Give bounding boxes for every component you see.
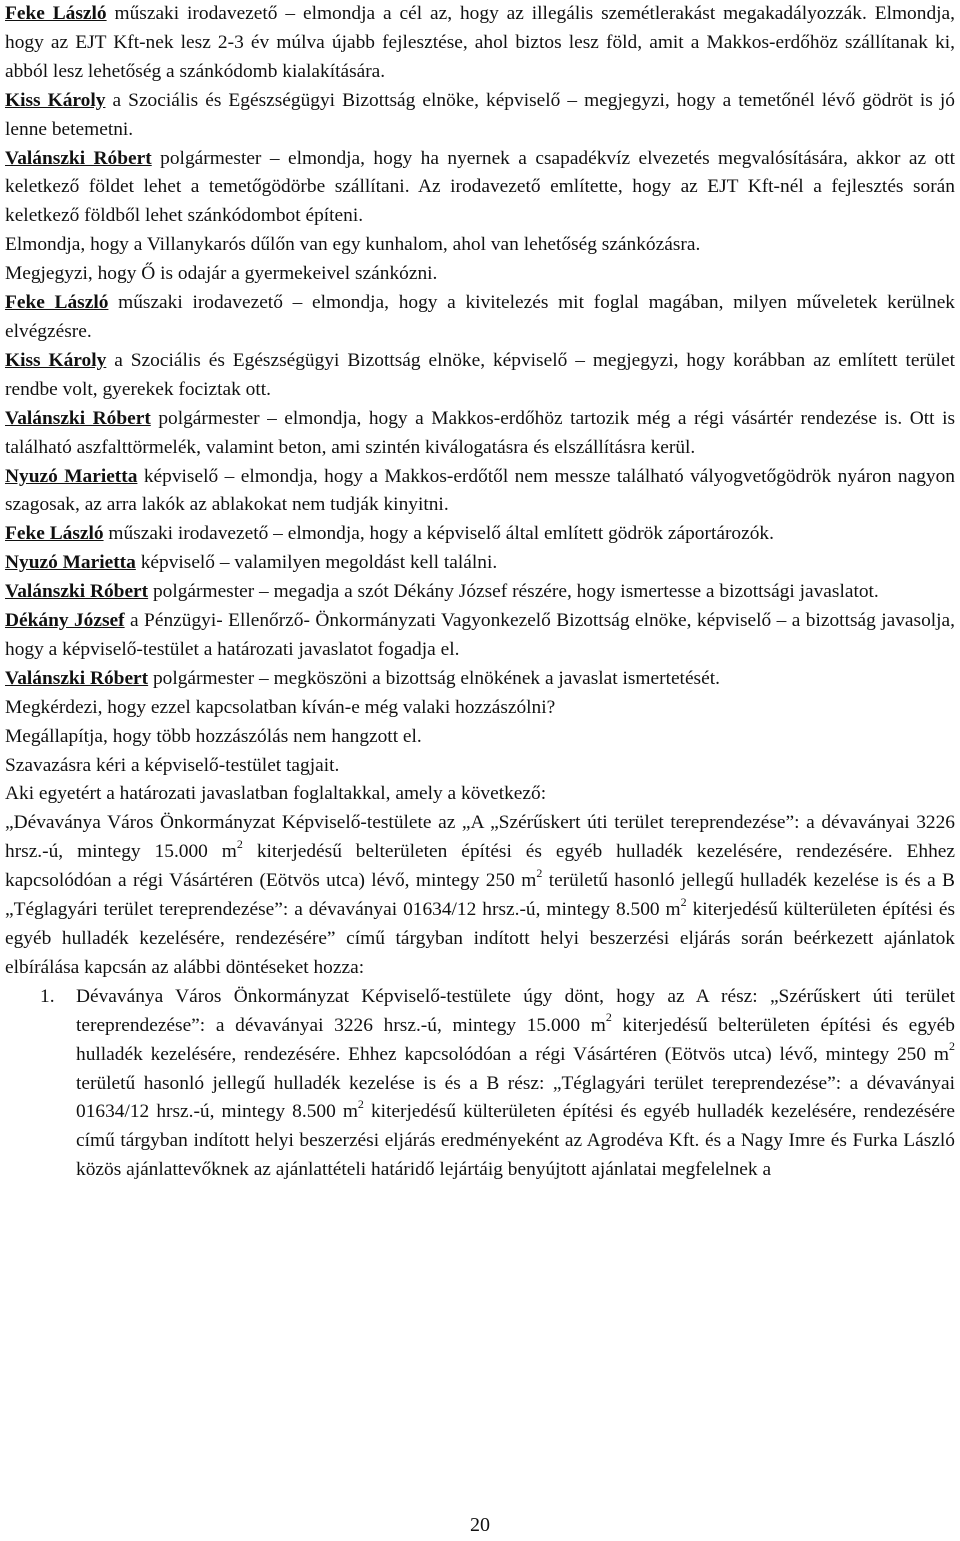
- list-item-part: kiterjedésű külterületen építési és egyéb hulladék kezelésére, rendezésére című tárgyban indított helyi beszerzési eljárás eredményeként az Agrodéva Kft. és a Nagy Imre és Furka László közös ajánlattevőknek az ajánlattételi határidő lejártáig benyújtott ajánlatai megfelelnek a: [76, 1101, 955, 1181]
- superscript: 2: [605, 1010, 612, 1025]
- paragraph: [5, 780, 955, 809]
- speaker-name: Feke László: [5, 523, 104, 545]
- speaker-name: Kiss Károly: [5, 349, 107, 371]
- list-number: 1.: [40, 985, 55, 1007]
- document-body: [5, 0, 955, 1185]
- superscript: 2: [236, 836, 243, 851]
- paragraph-text: a Szociális és Egészségügyi Bizottság elnöke, képviselő – megjegyzi, hogy a temetőnél lévő gödröt is jó lenne betemetni.: [5, 89, 955, 140]
- list-item-part: kiterjedésű belterületen építési és egyéb hulladék kezelésére, rendezésére. Ehhez kapcsolódóan a régi Vásártéren (Eötvös utca) lévő, mintegy 250 m: [76, 1014, 955, 1065]
- paragraph-text: polgármester – megköszöni a bizottság elnökének a javaslat ismertetését.: [148, 667, 720, 689]
- paragraph-text: műszaki irodavezető – elmondja, hogy a kivitelezés mit foglal magában, milyen műveletek kerülnek elvégzésre.: [5, 292, 955, 342]
- list-item-part: területű hasonló jellegű hulladék kezelése is és a B rész: „Téglagyári terület tereprendezése”: a dévaványai 01634/12 hrsz.-ú, mintegy 8.500 m: [76, 1072, 955, 1123]
- resolution-part: kiterjedésű belterületen építési és egyéb hulladék kezelésére, rendezésére. Ehhez kapcsolódóan a régi Vásártéren (Eötvös utca) lévő, mintegy 250 m: [5, 841, 955, 892]
- resolution-part: kiterjedésű külterületen építési és egyéb hulladék kezelésére, rendezésére” című tárgyban indított helyi beszerzési eljárás során beérkezett ajánlatok elbírálása kapcsán az alábbi döntéseket hozza:: [5, 899, 955, 978]
- superscript: 2: [536, 865, 543, 880]
- resolution-part: „Dévaványa Város Önkormányzat Képviselő-testülete az „A „Szérűskert úti terület tereprendezése”: a dévaványai 3226 hrsz.-ú, mintegy 15.000 m: [5, 812, 955, 863]
- paragraph: [5, 347, 955, 405]
- paragraph: [5, 0, 955, 87]
- speaker-name: Feke László: [5, 3, 107, 24]
- speaker-name: Nyuzó Marietta: [5, 465, 138, 487]
- speaker-name: Valánszki Róbert: [5, 407, 151, 429]
- paragraph-text: a Szociális és Egészségügyi Bizottság elnöke, képviselő – megjegyzi, hogy korábban az említett terület rendbe volt, gyerekek fociztak ott.: [5, 349, 955, 400]
- speaker-name: Feke László: [5, 292, 109, 314]
- paragraph-text: Elmondja, hogy a Villanykarós dűlőn van egy kunhalom, ahol van lehetőség szánkózásra.: [5, 234, 701, 256]
- superscript: 2: [357, 1096, 364, 1111]
- paragraph-text: képviselő – valamilyen megoldást kell találni.: [135, 552, 498, 574]
- paragraph: [5, 145, 955, 232]
- paragraph-text: műszaki irodavezető – elmondja, hogy a képviselő által említett gödrök záportározók.: [103, 523, 774, 545]
- paragraph-text: Megjegyzi, hogy Ő is odajár a gyermekeivel szánkózni.: [5, 263, 438, 285]
- paragraph-text: Szavazásra kéri a képviselő-testület tagjait.: [5, 754, 340, 776]
- paragraph: [5, 607, 955, 665]
- numbered-list-item: [5, 983, 955, 1185]
- paragraph-text: polgármester – elmondja, hogy a Makkos-erdőhöz tartozik még a régi vásártér rendezése is. Ott is található aszfalttörmelék, valamint beton, ami szintén kiválogatásra és elszállításra kerül.: [5, 407, 956, 458]
- speaker-name: Valánszki Róbert: [5, 667, 149, 689]
- paragraph-text: polgármester – elmondja, hogy ha nyernek a csapadékvíz elvezetés megvalósítására, akkor az ott keletkező földet lehet a temetőgödörbe szállítani. Az irodavezető említette, hogy az EJT Kft-nél a fejlesztés során keletkező földből lehet szánkódombot építeni.: [5, 147, 955, 227]
- paragraph: [5, 752, 955, 781]
- superscript: 2: [680, 894, 687, 909]
- paragraph-text: a Pénzügyi- Ellenőrző- Önkormányzati Vagyonkezelő Bizottság elnöke, képviselő – a bizottság javasolja, hogy a képviselő-testület a határozati javaslatot fogadja el.: [5, 610, 955, 660]
- speaker-name: Nyuzó Marietta: [5, 552, 136, 574]
- paragraph: [5, 463, 955, 521]
- paragraph-text: Megállapítja, hogy több hozzászólás nem hangzott el.: [5, 725, 422, 747]
- list-item-part: Dévaványa Város Önkormányzat Képviselő-testülete úgy dönt, hogy az A rész: „Szérűskert úti terület tereprendezése”: a dévaványai 3226 hrsz.-ú, mintegy 15.000 m: [76, 985, 955, 1036]
- speaker-name: Valánszki Róbert: [5, 581, 149, 603]
- speaker-name: Dékány József: [5, 610, 125, 632]
- paragraph: [5, 520, 955, 549]
- paragraph: [5, 549, 955, 578]
- paragraph: [5, 723, 955, 752]
- paragraph-text: képviselő – elmondja, hogy a Makkos-erdőtől nem messze található vályogvetőgödrök nyáron nagyon szagosak, az arra lakók az ablakokat nem tudják kinyitni.: [5, 465, 955, 516]
- paragraph: [5, 87, 955, 145]
- paragraph-text: Megkérdezi, hogy ezzel kapcsolatban kíván-e még valaki hozzászólni?: [5, 696, 556, 718]
- paragraph: [5, 694, 955, 723]
- paragraph: [5, 289, 955, 347]
- paragraph: [5, 260, 955, 289]
- paragraph-text: műszaki irodavezető – elmondja a cél az, hogy az illegális szemétlerakást megakadályozzák. Elmondja, hogy az EJT Kft-nek lesz 2-3 év múlva újabb fejlesztése, ahol biztos lesz föld, amit a Makkos-erdőhöz szállítanak ki, abból lesz lehetőség a szánkódomb kialakítására.: [5, 3, 955, 82]
- speaker-name: Kiss Károly: [5, 89, 106, 111]
- resolution-text: [5, 809, 955, 982]
- paragraph-text: Aki egyetért a határozati javaslatban foglaltakkal, amely a következő:: [5, 783, 547, 805]
- paragraph-text: polgármester – megadja a szót Dékány József részére, hogy ismertesse a bizottsági javaslatot.: [148, 581, 879, 603]
- paragraph: [5, 578, 955, 607]
- paragraph: [5, 231, 955, 260]
- speaker-name: Valánszki Róbert: [5, 147, 152, 169]
- paragraph: [5, 665, 955, 694]
- page-number: 20: [470, 1514, 490, 1536]
- paragraph: [5, 405, 955, 463]
- resolution-part: területű hasonló jellegű hulladék kezelése is és a B „Téglagyári terület tereprendezése”: a dévaványai 01634/12 hrsz.-ú, mintegy 8.500 m: [5, 870, 955, 921]
- superscript: 2: [949, 1039, 955, 1054]
